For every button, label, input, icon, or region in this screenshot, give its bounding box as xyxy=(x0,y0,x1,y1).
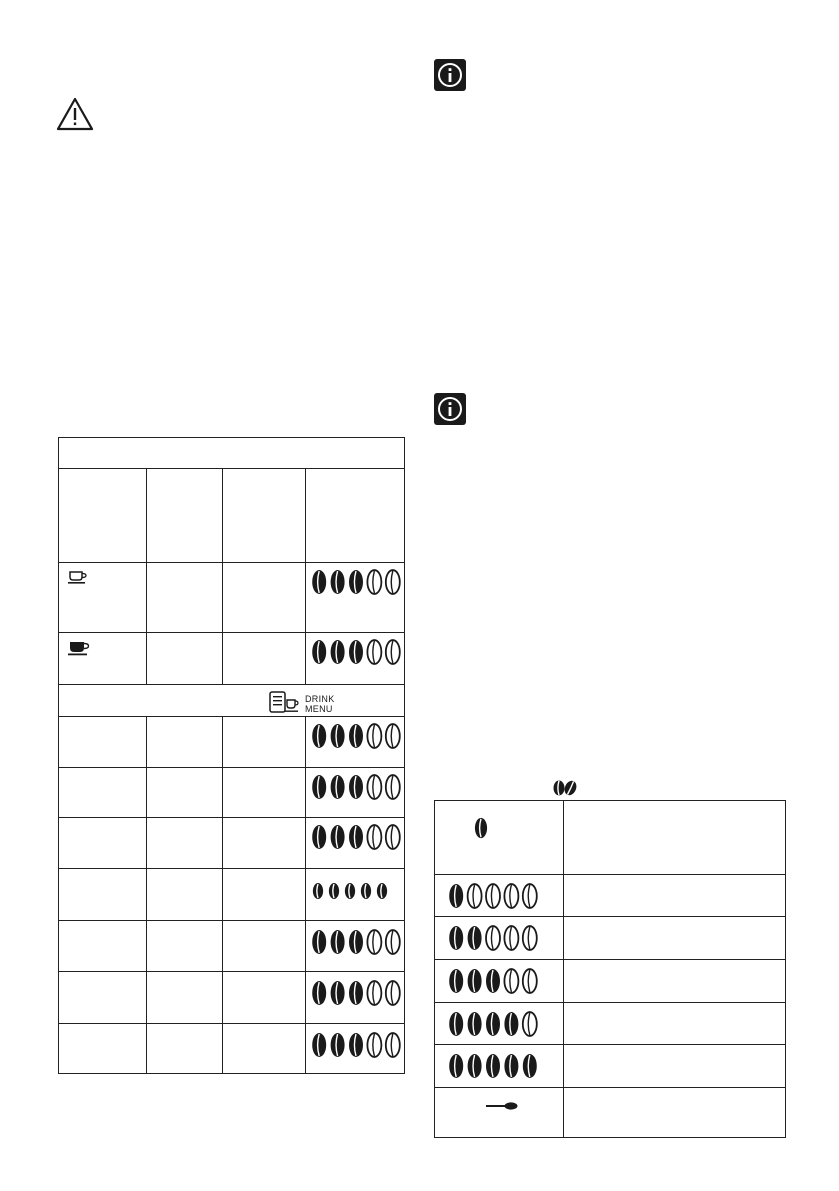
bean-filled xyxy=(349,930,363,954)
bean-empty xyxy=(386,981,400,1005)
bean-empty xyxy=(386,570,400,594)
bean-filled xyxy=(523,1054,537,1078)
bean-filled xyxy=(331,640,345,664)
aroma-indicator xyxy=(310,774,402,800)
bean-empty xyxy=(504,884,518,908)
bean-filled xyxy=(331,724,345,748)
bean-filled xyxy=(345,883,355,899)
bean-empty xyxy=(386,825,400,849)
bean-filled xyxy=(468,1054,482,1078)
beverage-table xyxy=(58,437,405,1074)
bean-filled xyxy=(468,1012,482,1036)
bean-filled xyxy=(313,883,323,899)
pre-ground-spoon-icon xyxy=(485,1101,519,1111)
bean-filled xyxy=(312,570,326,594)
bean-filled xyxy=(504,1012,518,1036)
bean-empty xyxy=(468,884,482,908)
aroma-indicator xyxy=(310,881,390,901)
bean-filled xyxy=(486,969,500,993)
bean-empty xyxy=(367,981,381,1005)
bean-filled xyxy=(349,981,363,1005)
bean-empty xyxy=(367,724,381,748)
aroma-table xyxy=(434,800,786,1138)
bean-empty xyxy=(367,640,381,664)
bean-filled xyxy=(504,1054,518,1078)
aroma-beans-icon xyxy=(552,780,578,796)
bean-empty xyxy=(523,884,537,908)
bean-filled xyxy=(312,981,326,1005)
bean-filled xyxy=(349,1033,363,1057)
aroma-level xyxy=(447,883,539,909)
bean-filled xyxy=(331,775,345,799)
coffee-cup-icon xyxy=(67,640,93,656)
bean-empty xyxy=(367,1033,381,1057)
bean-empty xyxy=(523,969,537,993)
coffee-bean-icon xyxy=(473,817,489,839)
bean-empty xyxy=(367,775,381,799)
bean-filled xyxy=(331,1033,345,1057)
bean-filled xyxy=(449,926,463,950)
bean-filled xyxy=(361,883,371,899)
bean-empty xyxy=(367,825,381,849)
bean-filled xyxy=(312,775,326,799)
bean-empty xyxy=(386,930,400,954)
bean-empty xyxy=(523,926,537,950)
aroma-indicator xyxy=(310,980,402,1006)
aroma-level xyxy=(447,968,539,994)
bean-filled xyxy=(331,930,345,954)
aroma-level xyxy=(447,1053,539,1079)
bean-filled xyxy=(449,1012,463,1036)
bean-filled xyxy=(486,1012,500,1036)
bean-empty xyxy=(486,926,500,950)
bean-empty xyxy=(386,1033,400,1057)
bean-filled xyxy=(468,926,482,950)
info-icon xyxy=(434,393,466,425)
aroma-indicator xyxy=(310,569,402,595)
bean-filled xyxy=(331,825,345,849)
bean-filled xyxy=(449,1054,463,1078)
bean-filled xyxy=(349,825,363,849)
aroma-level xyxy=(447,1011,539,1037)
espresso-cup-icon xyxy=(67,570,91,584)
bean-empty xyxy=(486,884,500,908)
bean-filled xyxy=(331,981,345,1005)
bean-empty xyxy=(523,1012,537,1036)
drink-menu-label: DRINK MENU xyxy=(305,694,335,714)
aroma-indicator xyxy=(310,929,402,955)
bean-empty xyxy=(386,724,400,748)
bean-filled xyxy=(449,884,463,908)
bean-empty xyxy=(504,969,518,993)
bean-filled xyxy=(312,930,326,954)
bean-filled xyxy=(377,883,387,899)
bean-filled xyxy=(349,775,363,799)
bean-empty xyxy=(367,930,381,954)
bean-filled xyxy=(475,818,487,838)
bean-filled xyxy=(349,724,363,748)
drink-menu-icon xyxy=(269,691,301,713)
bean-filled xyxy=(449,969,463,993)
bean-filled xyxy=(312,640,326,664)
bean-filled xyxy=(312,724,326,748)
aroma-level xyxy=(447,925,539,951)
info-icon xyxy=(434,59,466,91)
bean-filled xyxy=(331,570,345,594)
bean-empty xyxy=(386,775,400,799)
bean-empty xyxy=(386,640,400,664)
bean-filled xyxy=(468,969,482,993)
bean-filled xyxy=(349,640,363,664)
bean-filled xyxy=(486,1054,500,1078)
warning-icon xyxy=(56,97,94,131)
bean-filled xyxy=(312,1033,326,1057)
bean-filled xyxy=(329,883,339,899)
aroma-indicator xyxy=(310,1032,402,1058)
bean-empty xyxy=(367,570,381,594)
aroma-indicator xyxy=(310,723,402,749)
aroma-indicator xyxy=(310,824,402,850)
aroma-indicator xyxy=(310,639,402,665)
bean-filled xyxy=(312,825,326,849)
bean-filled xyxy=(349,570,363,594)
bean-empty xyxy=(504,926,518,950)
